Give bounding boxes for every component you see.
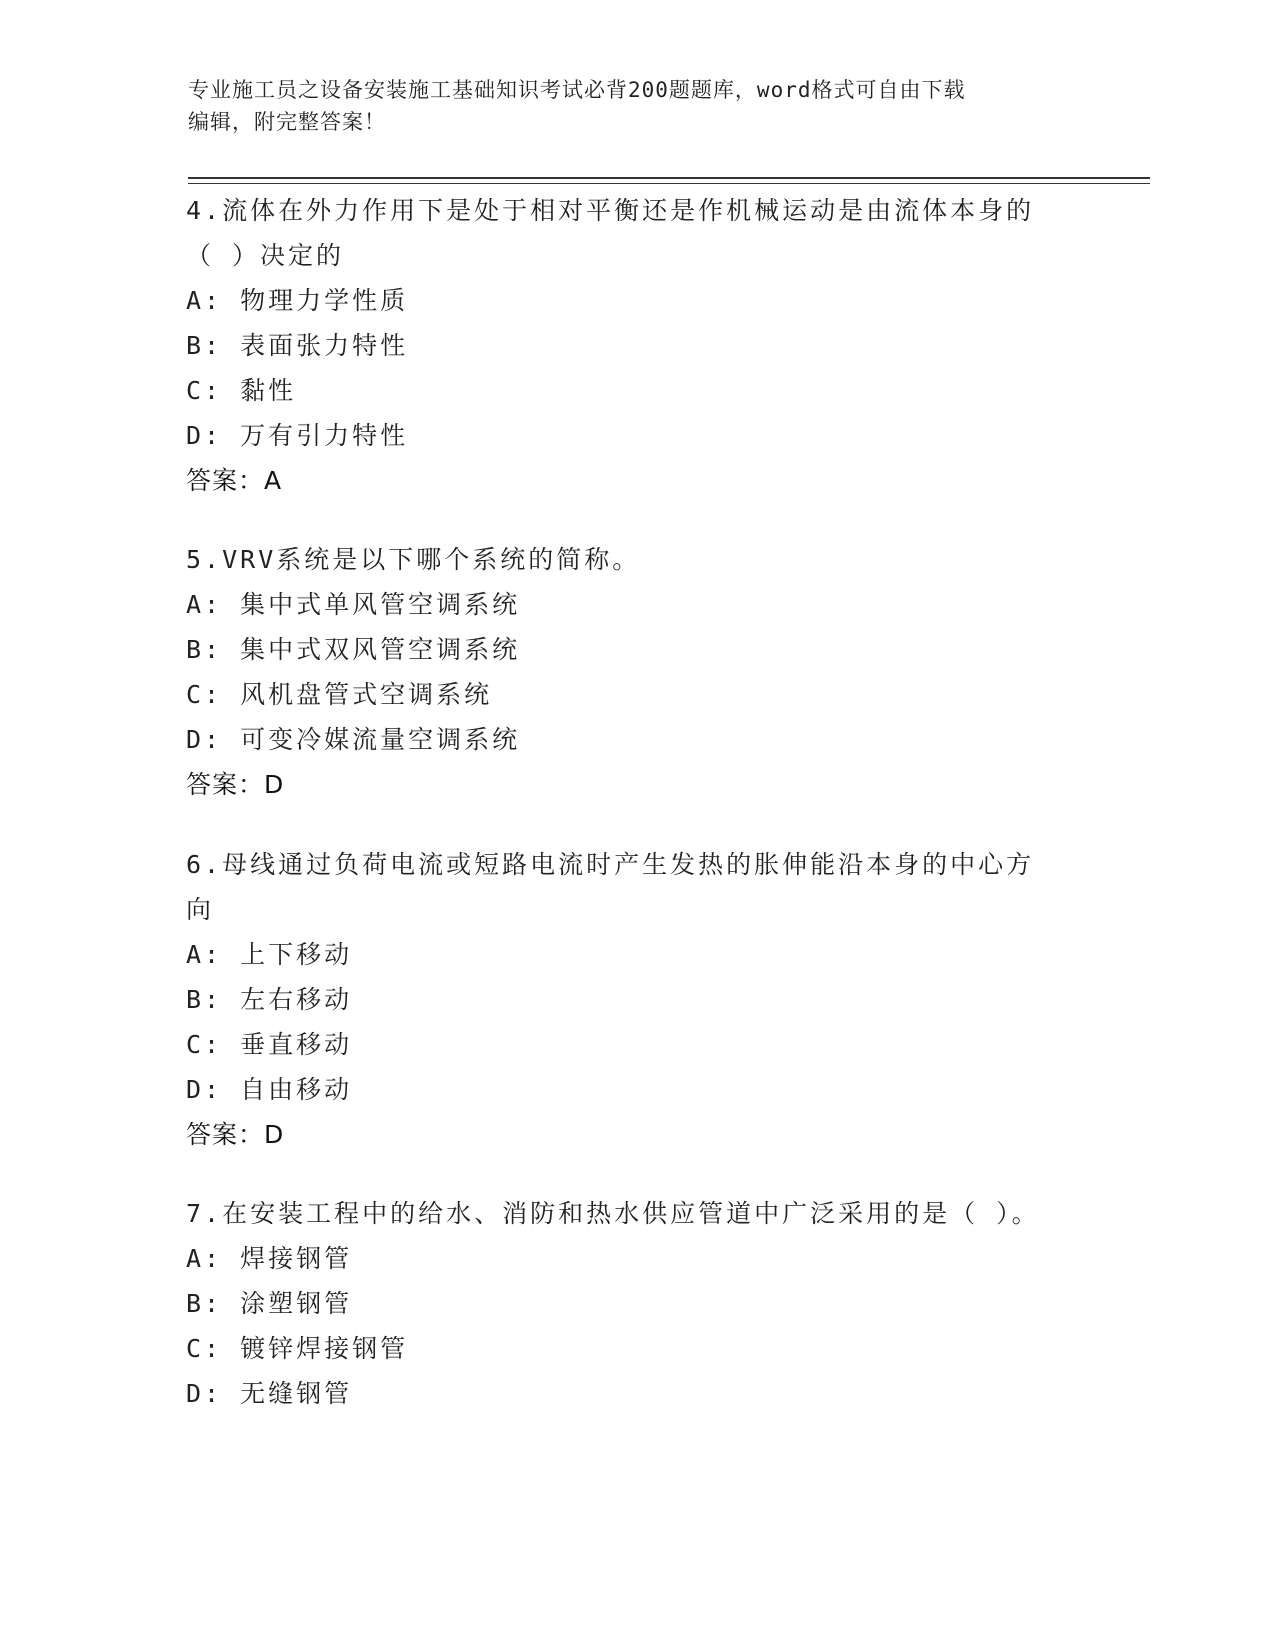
header-divider-thin bbox=[188, 183, 1150, 184]
answer: 答案：D bbox=[186, 1120, 285, 1149]
question-title-line-2: （ ）决定的 bbox=[186, 241, 345, 270]
option-c: C: 垂直移动 bbox=[186, 1030, 353, 1059]
question-title-line-1: 6.母线通过负荷电流或短路电流时产生发热的胀伸能沿本身的中心方 bbox=[186, 850, 1035, 879]
option-c: C: 镀锌焊接钢管 bbox=[186, 1334, 409, 1363]
option-c: C: 黏性 bbox=[186, 376, 297, 405]
header-divider-thick bbox=[188, 177, 1150, 179]
option-a: A: 物理力学性质 bbox=[186, 286, 409, 315]
option-b: B: 集中式双风管空调系统 bbox=[186, 635, 521, 664]
question-title-line-1: 5.VRV系统是以下哪个系统的简称。 bbox=[186, 545, 641, 574]
option-b: B: 表面张力特性 bbox=[186, 331, 409, 360]
option-d: D: 万有引力特性 bbox=[186, 421, 409, 450]
option-a: A: 焊接钢管 bbox=[186, 1244, 353, 1273]
option-d: D: 自由移动 bbox=[186, 1075, 353, 1104]
option-b: B: 左右移动 bbox=[186, 985, 353, 1014]
question-5 bbox=[186, 537, 1086, 807]
header-line-2: 编辑，附完整答案！ bbox=[188, 110, 386, 134]
question-4 bbox=[186, 188, 1086, 503]
option-d: D: 可变冷媒流量空调系统 bbox=[186, 725, 521, 754]
question-title-line-1: 7.在安装工程中的给水、消防和热水供应管道中广泛采用的是（ ）。 bbox=[186, 1199, 1040, 1228]
question-title-line-1: 4.流体在外力作用下是处于相对平衡还是作机械运动是由流体本身的 bbox=[186, 196, 1035, 225]
option-a: A: 上下移动 bbox=[186, 940, 353, 969]
question-7 bbox=[186, 1191, 1086, 1416]
header-line-1: 专业施工员之设备安装施工基础知识考试必背200题题库，word格式可自由下载 bbox=[188, 78, 966, 102]
answer: 答案：D bbox=[186, 770, 285, 799]
option-d: D: 无缝钢管 bbox=[186, 1379, 353, 1408]
option-a: A: 集中式单风管空调系统 bbox=[186, 590, 521, 619]
question-title-line-2: 向 bbox=[186, 895, 215, 924]
option-c: C: 风机盘管式空调系统 bbox=[186, 680, 493, 709]
option-b: B: 涂塑钢管 bbox=[186, 1289, 353, 1318]
document-header bbox=[188, 74, 1088, 138]
answer: 答案：A bbox=[186, 466, 283, 495]
question-6 bbox=[186, 842, 1086, 1157]
